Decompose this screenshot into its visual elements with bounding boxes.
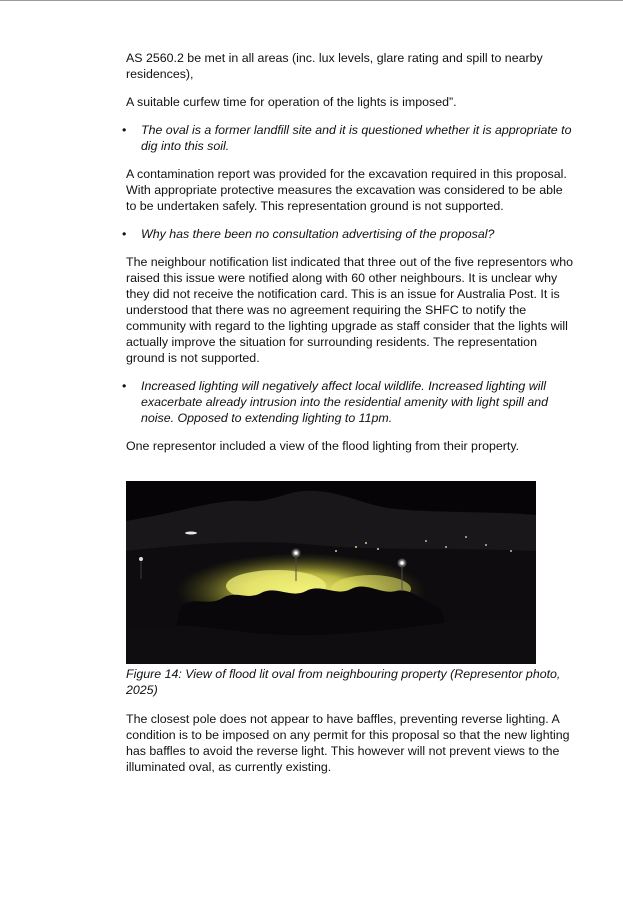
paragraph-notification: The neighbour notification list indicated that three out of the five representors who raised this issue were notified along with 60 other neighbours. It is unclear why they did not receive the notification card. This is an issue for Australia Post. It is understood that there was no agreement requiring the SHFC to notify the community with regard to the lighting upgrade as staff consider that the lights will actually improve the situation for surrounding residents. The representation ground is not supported. <box>126 255 574 365</box>
bullet-wildlife <box>122 378 574 426</box>
bullet-consultation <box>122 226 574 242</box>
bullet-wildlife-text: Increased lighting will negatively affect local wildlife. Increased lighting will exacerbate already intrusion into the residential amenity with light spill and noise. Opposed to extending lighting to 11pm. <box>141 379 549 425</box>
paragraph-standards: AS 2560.2 be met in all areas (inc. lux levels, glare rating and spill to nearby residences), <box>126 51 543 81</box>
paragraph-contamination: A contamination report was provided for the excavation required in this proposal. With appropriate protective measures the excavation was considered to be able to be undertaken safely. This representation ground is not supported. <box>126 167 567 213</box>
night-landscape-image <box>126 481 536 664</box>
bullet-dot: • <box>122 227 127 241</box>
bullet-dot: • <box>122 379 127 393</box>
bullet-landfill <box>122 122 574 154</box>
bullet-consultation-text: Why has there been no consultation advertising of the proposal? <box>141 227 495 241</box>
bullet-dot: • <box>122 123 127 137</box>
page-top-border <box>0 0 623 1</box>
bullet-landfill-text: The oval is a former landfill site and it is questioned whether it is appropriate to dig into this soil. <box>141 123 572 153</box>
paragraph-closing: The closest pole does not appear to have baffles, preventing reverse lighting. A condition is to be imposed on any permit for this proposal so that the new lighting has baffles to avoid the reverse light. This however will not prevent views to the illuminated oval, as currently existing. <box>126 712 570 774</box>
flood-lit-oval-photo <box>126 481 536 664</box>
paragraph-curfew: A suitable curfew time for operation of the lights is imposed”. <box>126 95 457 109</box>
document-body <box>122 50 574 454</box>
paragraph-representor-view: One representor included a view of the flood lighting from their property. <box>126 439 520 453</box>
figure-caption: Figure 14: View of flood lit oval from neighbouring property (Representor photo, 2025) <box>126 667 561 697</box>
